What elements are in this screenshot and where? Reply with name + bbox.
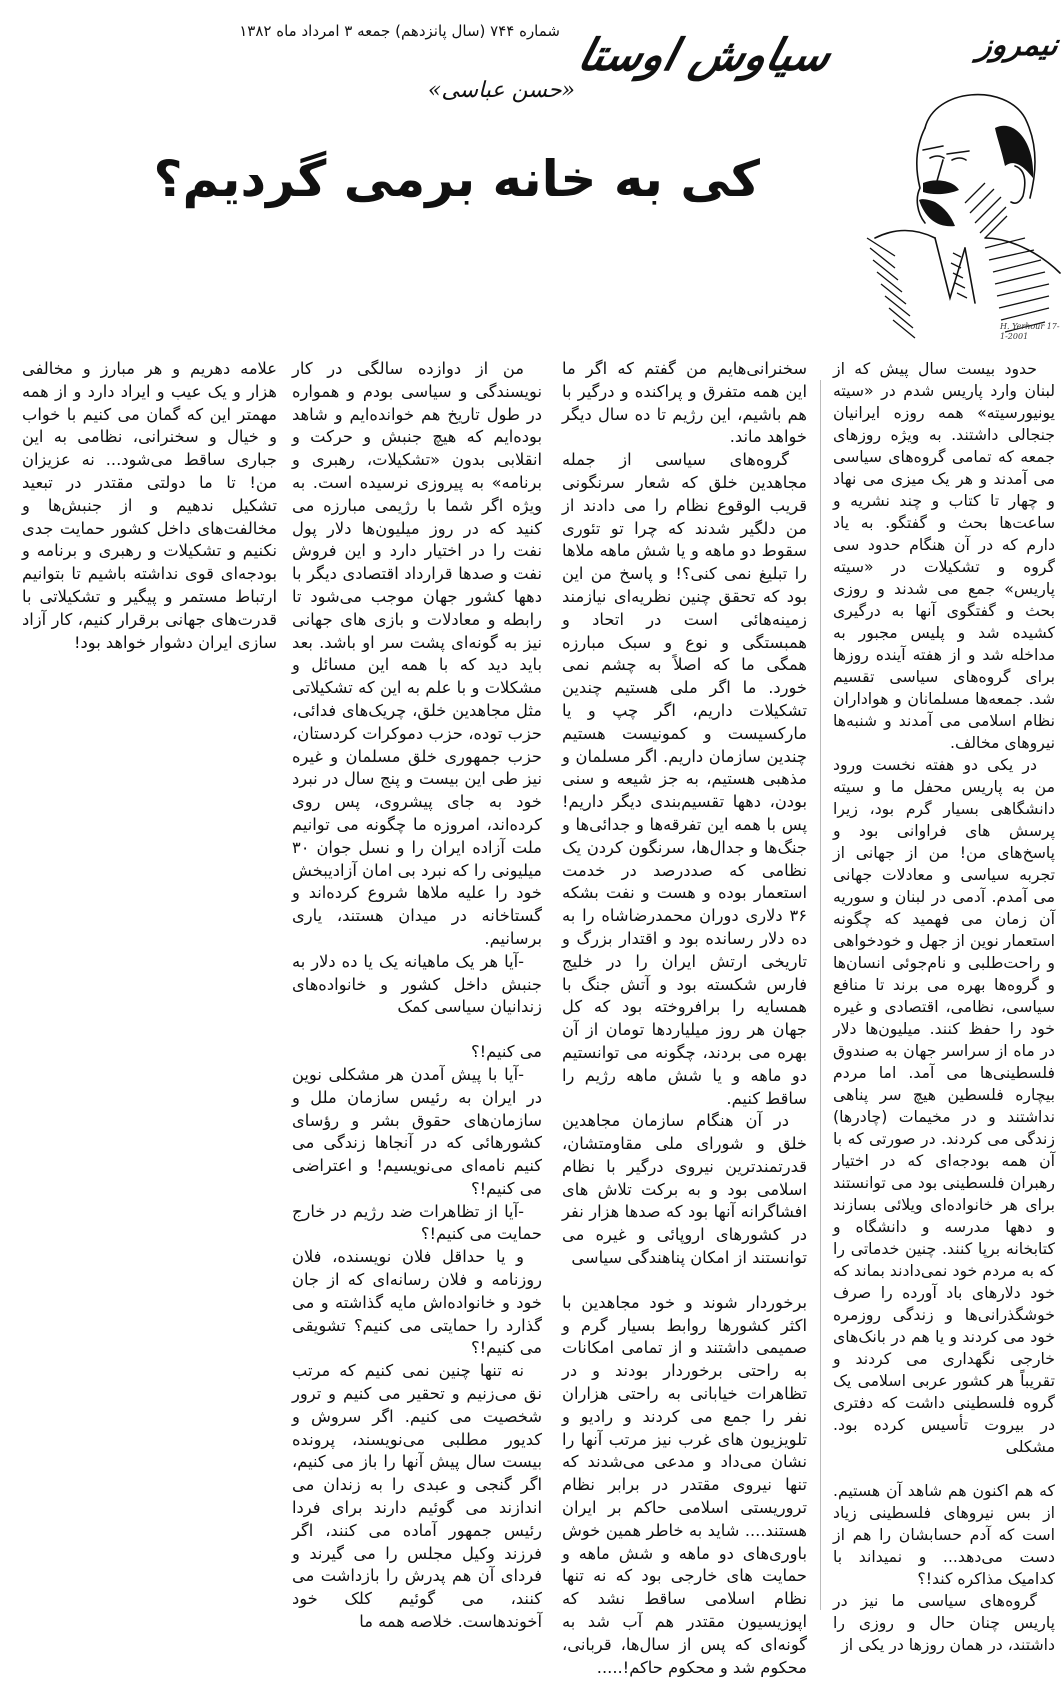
article-headline: کی به خانه برمی گردیم؟	[153, 150, 760, 208]
issue-line: شماره ۷۴۴ (سال پانزدهم) جمعه ۳ امرداد ماه ۱۳۸۲	[239, 22, 560, 40]
paragraph: گروه‌های سیاسی ما نیز در پاریس چنان حال و روزی را داشتند، در همان روزها در یکی از	[833, 1591, 1055, 1654]
column-divider	[820, 380, 821, 1610]
article-column-1	[833, 358, 1055, 1656]
article-column-4	[22, 358, 277, 654]
paragraph: و یا حداقل فلان نویسنده، فلان روزنامه و فلان رسانه‌ای که از جان خود و خانواده‌اش مایه گذاشته و می گذارد را حمایتی می کنیم؟ تشویقی می کنیم!؟	[292, 1247, 542, 1358]
newspaper-masthead: نیمروز	[975, 28, 1061, 63]
article-column-3	[292, 358, 542, 1634]
paragraph: حدود بیست سال پیش که از لبنان وارد پاریس شدم در «سیته یونیورسیته» همه روزه ایرانیان جنجالی داشتند. به ویژه روزهای جمعه که تمامی گروه‌های سیاسی می آمدند و هر یک میزی می نهاد و چهار تا کتاب و چند نشریه و ساعت‌ها بحث و گفتگو. به یاد دارم که در آن هنگام حدود سی گروه و تشکیلات در «سیته پاریس» جمع می شدند و روزی بحث و گفتگوی آنها به درگیری کشیده شد و پلیس مجبور به مداخله شد و از هفته آینده روزها برای گروه‌های سیاسی تقسیم شد. جمعه‌ها مسلمانان و هواداران نظام اسلامی می آمدند و شنبه‌ها نیروهای مخالف.	[833, 359, 1055, 752]
paragraph: برخوردار شوند و خود مجاهدین با اکثر کشورها روابط بسیار گرم و صمیمی داشتند و از تمامی امکانات به راحتی برخوردار بودند و در تظاهرات خیابانی به راحتی هزاران نفر را جمع می کردند و رادیو و تلویزیون های غرب نیز مرتب آنها را نشان می‌داد و مدعی می‌شدند که تنها نیروی مقتدر در برابر نظام تروریستی اسلامی حاکم بر ایران هستند.... شاید به خاطر همین خوش باوری‌های دو ماهه و شش ماهه و حمایت های خارجی بود که نه تنها نظام اسلامی ساقط نشد که اپوزیسیون مقتدر هم آب شد به گونه‌ای که پس از سال‌ها، قربانی، محکوم شد و محکوم حاکم!.....	[562, 1292, 807, 1677]
paragraph: سخنرانی‌هایم من گفتم که اگر ما این همه متفرق و پراکنده و درگیر با هم باشیم، این رژیم تا ده سال دیگر خواهد ماند.	[562, 359, 807, 447]
portrait-drawing	[855, 88, 1064, 350]
paragraph: گروه‌های سیاسی از جمله مجاهدین خلق که شعار سرنگونی قریب الوقوع نظام را می دادند از من دلگیر شدند که چرا تو تئوری سقوط دو ماهه و یا شش ماهه ملاها را تبلیغ نمی کنی؟! و پاسخ من این بود که تحقق چنین نظریه‌ای نیازمند زمینه‌هائی است در اتحاد و همبستگی و نوع و سبک مبارزه همگی ما که اصلاً به چشم نمی خورد. ما اگر ملی هستیم چندین تشکیلات داریم، اگر چپ و یا مارکسیست و کمونیست هستیم چندین سازمان داریم. اگر مسلمان و مذهبی هستیم، به جز شیعه و سنی بودن، دهها تقسیم‌بندی دیگر داریم! پس با همه این تفرقه‌ها و جدائی‌ها و جنگ‌ها و جدال‌ها، سرنگون کردن یک نظامی که صددرصد در خدمت استعمار بوده و هست و نفت بشکه ۳۶ دلاری دوران محمدرضاشاه را به ده دلار رسانده بود و اقتدار بزرگ و تاریخی ارتش ایران را در خلیج فارس شکسته بود و آتش جنگ با همسایه را برافروخته بود که کل جهان هر روز میلیاردها تومان از آن بهره می بردند، چگونه می توانستیم دو ماهه و یا شش ماهه رژیم را ساقط کنیم.	[562, 450, 807, 1108]
column-title: سیاوش اوستا	[572, 30, 837, 81]
paragraph: در آن هنگام سازمان مجاهدین خلق و شورای ملی مقاومتشان، قدرتمندترین نیروی درگیر با نظام اسلامی بود و به برکت تلاش های افشاگرانه آنها بود که صدها هزار نفر در کشورهای اروپائی و غیره می توانستند از امکان پناهندگی سیاسی	[562, 1111, 807, 1268]
paragraph: می کنیم!؟	[470, 1042, 542, 1062]
paragraph: علامه دهریم و هر مبارز و مخالفی هزار و یک عیب و ایراد دارد و از همه مهمتر این که گمان می کنیم با خواب و خیال و سخنرانی، نظامی به این جباری ساقط می‌شود... نه عزیزان من! تا ما دولتی مقتدر در تبعید تشکیل ندهیم و از جنبش‌ها و مخالفت‌های داخل کشور حمایت جدی نکنیم و تشکیلات و رهبری و برنامه و بودجه‌ای قوی نداشته باشیم تا بتوانیم ارتباط مستمر و پیگیر و تشکیلاتی با قدرت‌های جهانی برقرار کنیم، کار آزاد سازی ایران دشوار خواهد بود!	[22, 359, 277, 652]
paragraph: -آیا هر یک ماهیانه یک یا ده دلار به جنبش داخل کشور و خانواده‌های زندانیان سیاسی کمک	[292, 951, 542, 1017]
paragraph: -آیا از تظاهرات ضد رژیم در خارج حمایت می کنیم!؟	[292, 1201, 542, 1244]
paragraph: که هم اکنون هم شاهد آن هستیم. از بس نیروهای فلسطینی زیاد است که آدم حسابشان را هم از دست می‌دهد... و نمیداند با کدامیک مذاکره کند!؟	[833, 1481, 1055, 1588]
author-byline: «حسن عباسی»	[427, 78, 575, 103]
paragraph: من از دوازده سالگی در کار نویسندگی و سیاسی بودم و همواره در طول تاریخ هم خوانده‌ایم و شاهد بوده‌ایم که هیچ جنبش و حرکت و انقلابی بدون «تشکیلات، رهبری و برنامه» به پیروزی نرسیده است. به ویژه اگر شما با رژیمی مبارزه می کنید که در روز میلیون‌ها دلار پول نفت را در اختیار دارد و این فروش نفت و صدها قرارداد اقتصادی دیگر با دهها کشور جهان موجب می‌شود تا رابطه و معادلات و بازی های جهانی نیز به گونه‌ای پشت سر او باشد. بعد باید دید که با همه این مسائل و مشکلات و با علم به این که تشکیلاتی مثل مجاهدین خلق، چریک‌های فدائی، حزب توده، حزب دموکرات کردستان، حزب جمهوری خلق مسلمان و غیره نیز طی این بیست و پنج سال در نبرد خود به جای پیشروی، پس روی کرده‌اند، امروزه ما چگونه می توانیم ملت آزاده ایران را و نسل جوان ۳۰ میلیونی را که نبرد بی امان آزادیبخش خود را علیه ملاها شروع کرده‌اند و گستاخانه در میدان هستند، یاری برسانیم.	[292, 359, 542, 948]
paragraph: در یکی دو هفته نخست ورود من به پاریس محفل ما و سیته دانشگاهی بسیار گرم بود، زیرا پرسش های فراوانی بود و پاسخ‌های من! من از جهانی از تجربه سیاسی و معادلات جهانی می آمدم. آدمی در لبنان و سوریه آن زمان می فهمید که چگونه استعمار نوین از جهل و خودخواهی و راحت‌طلبی و نام‌جوئی انسان‌ها و گروه‌ها بهره می برند تا منافع سیاسی، نظامی، اقتصادی و غیره خود را حفظ کنند. میلیون‌ها دلار در ماه از سراسر جهان به صندوق فلسطینی‌ها می آمد. اما مردم بیچاره فلسطین هیچ سر پناهی نداشتند و در مخیمات (چادرها) زندگی می کردند. در صورتی که با آن همه بودجه‌ای که در اختیار رهبران فلسطینی بود می توانستند برای هر خانواده‌ای ویلائی بسازند و دهها مدرسه و دانشگاه و کتابخانه برپا کنند. چنین خدماتی را که به مردم خود نمی‌دادند بماند که خود دلارهای باد آورده را صرف خوشگذرانی‌ها و زندگی روزمره خود می کردند و یا هم در بانک‌های خارجی نگهداری می کردند و تقریباً هر کشور عربی اسلامی یک گروه فلسطینی داشت که دفتری در بیروت تأسیس کرده بود. مشکلی	[833, 755, 1055, 1456]
artist-signature: H. Yerhour 17-1-2001	[1000, 322, 1060, 341]
paragraph: نه تنها چنین نمی کنیم که مرتب نق می‌زنیم و تحقیر می کنیم و ترور شخصیت می کنیم. اگر سروش و کدیور مطلبی می‌نویسند، پرونده بیست سال پیش آنها را باز می کنیم، اگر گنجی و عبدی را به زندان می اندازند می گوئیم دارند برای فردا رئیس جمهور آماده می کنند، اگر فرزند وکیل مجلس را می گیرند و فردای آن هم پدرش را بازداشت می کنند، می گوئیم کلک خود آخوندهاست. خلاصه همه ما	[292, 1361, 542, 1632]
portrait-sketch-icon	[855, 88, 1064, 350]
article-column-2	[562, 358, 807, 1679]
paragraph: -آیا با پیش آمدن هر مشکلی نوین در ایران به رئیس سازمان ملل و سازمان‌های حقوق بشر و رؤسای کشورهائی که در آنجاها زندگی می کنیم نامه‌ای می‌نویسیم! و اعتراضی می کنیم!؟	[292, 1064, 542, 1198]
